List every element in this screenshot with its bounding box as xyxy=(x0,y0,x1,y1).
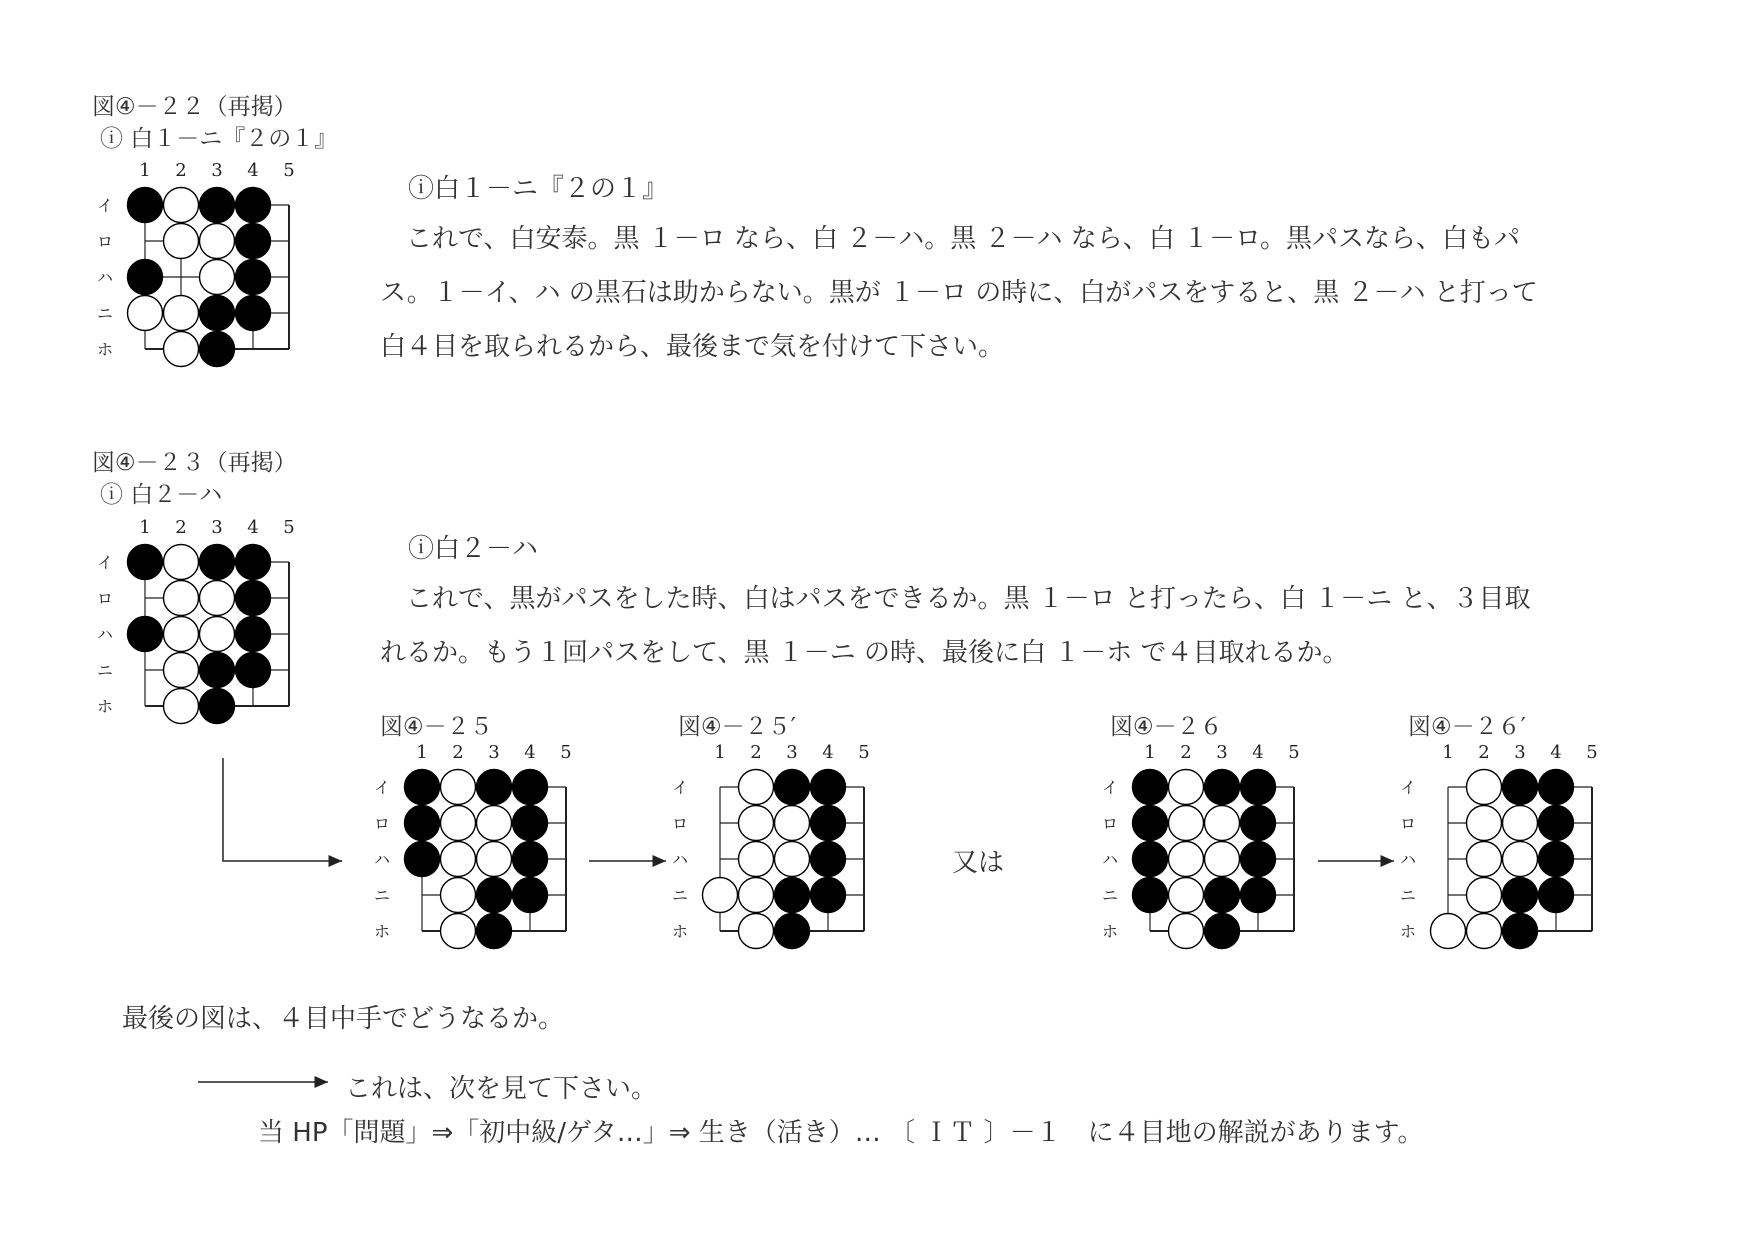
row-label: ハ xyxy=(373,850,391,869)
col-label: 2 xyxy=(1180,742,1192,763)
fig22-subcaption: ⓘ 白１－ニ『２の１』 xyxy=(100,126,338,152)
row-label: ホ xyxy=(1101,922,1119,941)
row-label: イ xyxy=(373,778,391,797)
section1-line-3: 白４目を取られるから、最後まで気を付けて下さい。 xyxy=(380,332,1005,362)
section2-line-1: これで、黒がパスをした時、白はパスをできるか。黒 １－ロ と打ったら、白 １－ニ と、３目取 xyxy=(380,584,1531,614)
row-label: イ xyxy=(96,553,114,572)
section1-line-2: ス。１－イ、ハ の黒石は助からない。黒が １－ロ の時に、白がパスをすると、黒 ２－ハ と打って xyxy=(380,278,1538,308)
col-label: 3 xyxy=(211,160,223,181)
row-label: ロ xyxy=(1101,814,1119,833)
col-label: 3 xyxy=(1216,742,1228,763)
row-label: ハ xyxy=(96,268,114,287)
row-label: ハ xyxy=(1399,850,1417,869)
row-label: ロ xyxy=(96,589,114,608)
row-label: ハ xyxy=(96,625,114,644)
col-label: 3 xyxy=(211,517,223,538)
col-label: 4 xyxy=(247,517,259,538)
col-label: 1 xyxy=(139,160,151,181)
fig22-caption: 図④－２２（再掲） xyxy=(92,94,297,120)
section1-line-1: これで、白安泰。黒 １－ロ なら、白 ２－ハ。黒 ２－ハ なら、白 １－ロ。黒パスなら、白もパ xyxy=(380,224,1521,254)
col-label: 4 xyxy=(1252,742,1264,763)
row-label: ロ xyxy=(373,814,391,833)
section2-title: ⓘ白２－ハ xyxy=(408,534,539,564)
row-label: イ xyxy=(1399,778,1417,797)
row-label: ニ xyxy=(373,886,391,905)
row-label: ロ xyxy=(1399,814,1417,833)
row-label: ニ xyxy=(1101,886,1119,905)
or-text: 又は xyxy=(952,848,1005,878)
row-label: イ xyxy=(96,196,114,215)
col-label: 3 xyxy=(1514,742,1526,763)
row-label: ニ xyxy=(671,886,689,905)
row-label: イ xyxy=(671,778,689,797)
row-label: ロ xyxy=(671,814,689,833)
col-label: 5 xyxy=(1288,742,1300,763)
col-label: 1 xyxy=(139,517,151,538)
col-label: 2 xyxy=(1478,742,1490,763)
col-label: 4 xyxy=(1550,742,1562,763)
fig25-caption: 図④－２５ xyxy=(380,714,493,740)
row-label: ホ xyxy=(96,340,114,359)
col-label: 4 xyxy=(247,160,259,181)
col-label: 1 xyxy=(714,742,726,763)
col-label: 1 xyxy=(1442,742,1454,763)
col-label: 2 xyxy=(750,742,762,763)
row-label: ニ xyxy=(96,661,114,680)
reference-text: 当 HP「問題」⇒「初中級/ゲタ…」⇒ 生き（活き）… 〔 ＩＴ 〕－１ に４目地の解説があります。 xyxy=(258,1118,1424,1148)
row-label: ニ xyxy=(1399,886,1417,905)
arrow-fig23-to-fig25 xyxy=(223,758,342,861)
col-label: 5 xyxy=(560,742,572,763)
col-label: 4 xyxy=(524,742,536,763)
fig25b-caption: 図④－２５′ xyxy=(678,714,796,740)
row-label: ハ xyxy=(671,850,689,869)
col-label: 2 xyxy=(175,160,187,181)
row-label: ホ xyxy=(96,697,114,716)
conclusion-text: 最後の図は、４目中手でどうなるか。 xyxy=(122,1004,565,1034)
fig26b-caption: 図④－２６′ xyxy=(1408,714,1526,740)
row-label: ホ xyxy=(1399,922,1417,941)
col-label: 5 xyxy=(283,517,295,538)
fig23-caption: 図④－２３（再掲） xyxy=(92,450,297,476)
row-label: ホ xyxy=(671,922,689,941)
col-label: 1 xyxy=(416,742,428,763)
col-label: 3 xyxy=(488,742,500,763)
arrow-note-text: これは、次を見て下さい。 xyxy=(345,1074,658,1104)
col-label: 1 xyxy=(1144,742,1156,763)
col-label: 5 xyxy=(1586,742,1598,763)
section2-line-2: れるか。もう１回パスをして、黒 １－ニ の時、最後に白 １－ホ で４目取れるか。 xyxy=(380,638,1349,668)
col-label: 5 xyxy=(858,742,870,763)
row-label: ホ xyxy=(373,922,391,941)
col-label: 2 xyxy=(452,742,464,763)
col-label: 5 xyxy=(283,160,295,181)
fig26-caption: 図④－２６ xyxy=(1110,714,1223,740)
row-label: ハ xyxy=(1101,850,1119,869)
row-label: ロ xyxy=(96,232,114,251)
row-label: ニ xyxy=(96,304,114,323)
row-label: イ xyxy=(1101,778,1119,797)
col-label: 4 xyxy=(822,742,834,763)
fig23-subcaption: ⓘ 白２－ハ xyxy=(100,482,223,508)
col-label: 2 xyxy=(175,517,187,538)
col-label: 3 xyxy=(786,742,798,763)
section1-title: ⓘ白１－ニ『２の１』 xyxy=(408,174,669,204)
